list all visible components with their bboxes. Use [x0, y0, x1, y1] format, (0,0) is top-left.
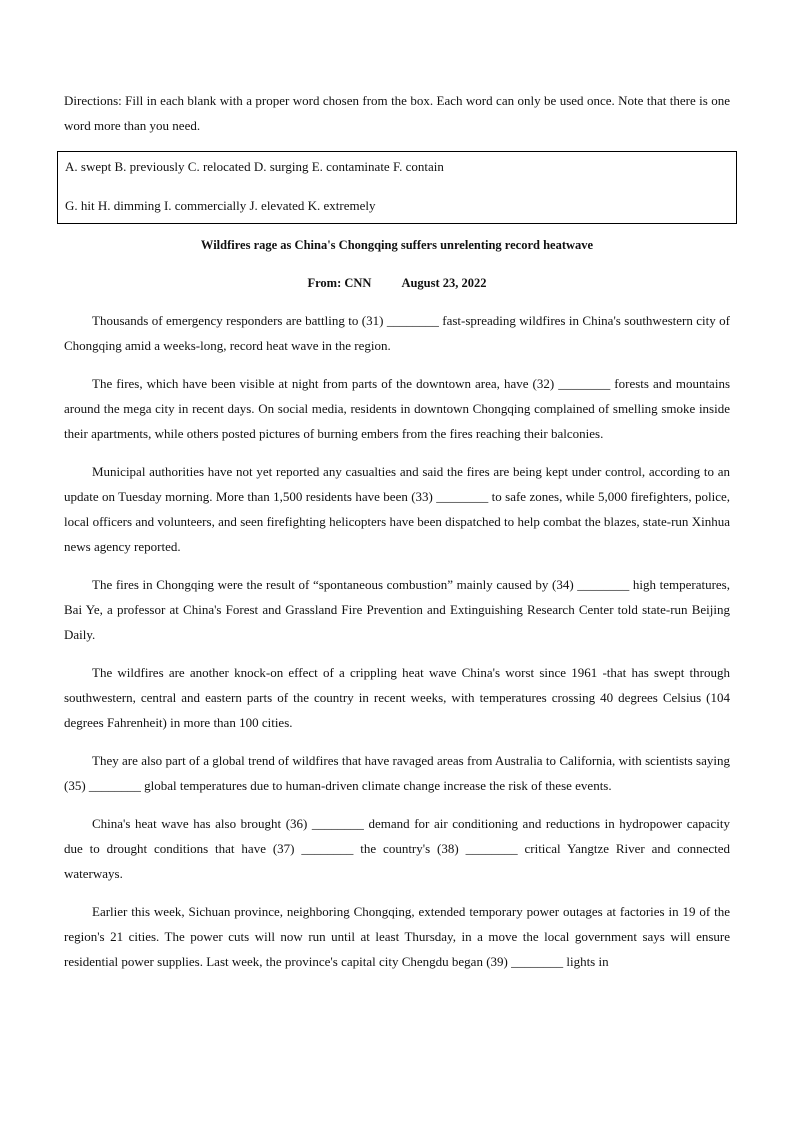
article-source: From: CNN — [307, 276, 372, 290]
article-paragraph: China's heat wave has also brought (36) ________ demand for air conditioning and reductions in hydropower capacity due to drought conditions that have (37) ________ the country's (38) ________ critical Yangtze River and connected waterways. — [64, 816, 730, 881]
article-paragraph: Municipal authorities have not yet reported any casualties and said the fires are being kept under control, according to an update on Tuesday morning. More than 1,500 residents have been (33) ________ to safe zones, while 5,000 firefighters, police, local officers and volunteers, and seen firefighting helicopters have been dispatched to help combat the blazes, state-run Xinhua news agency reported. — [64, 464, 730, 554]
article-date: August 23, 2022 — [401, 276, 487, 290]
word-bank-line-2: G. hit H. dimming I. commercially J. elevated K. extremely — [65, 198, 376, 213]
article-source-line — [64, 271, 730, 296]
article-paragraph: Thousands of emergency responders are battling to (31) ________ fast-spreading wildfires in China's southwestern city of Chongqing amid a weeks-long, record heat wave in the region. — [64, 313, 730, 353]
directions-text: Directions: Fill in each blank with a proper word chosen from the box. Each word can only be used once. Note that there is one word more than you need. — [64, 93, 730, 133]
word-bank-box — [57, 151, 737, 224]
article-paragraph: The wildfires are another knock-on effect of a crippling heat wave China's worst since 1961 -that has swept through southwestern, central and eastern parts of the country in recent weeks, with temperatures crossing 40 degrees Celsius (104 degrees Fahrenheit) in more than 100 cities. — [64, 665, 730, 730]
article-paragraph: They are also part of a global trend of wildfires that have ravaged areas from Australia to California, with scientists saying (35) ________ global temperatures due to human-driven climate change increase the risk of these events. — [64, 753, 730, 793]
article-title: Wildfires rage as China's Chongqing suffers unrelenting record heatwave — [200, 238, 594, 252]
word-bank-line-1: A. swept B. previously C. relocated D. surging E. contaminate F. contain — [65, 159, 444, 174]
article-paragraph: The fires, which have been visible at night from parts of the downtown area, have (32) ________ forests and mountains around the mega city in recent days. On social media, residents in downtown Chongqing complained of smelling smoke inside their apartments, while others posted pictures of burning embers from the fires reaching their balconies. — [64, 376, 730, 441]
article-paragraph: Earlier this week, Sichuan province, neighboring Chongqing, extended temporary power outages at factories in 19 of the region's 21 cities. The power cuts will now run until at least Thursday, in a move the local government says will ensure residential power supplies. Last week, the province's capital city Chengdu began (39) ________ lights in — [64, 904, 730, 969]
document-page — [64, 88, 730, 974]
article-paragraph: The fires in Chongqing were the result of “spontaneous combustion” mainly caused by (34) ________ high temperatures, Bai Ye, a professor at China's Forest and Grassland Fire Prevention and Extinguishing Research Center told state-run Beijing Daily. — [64, 577, 730, 642]
